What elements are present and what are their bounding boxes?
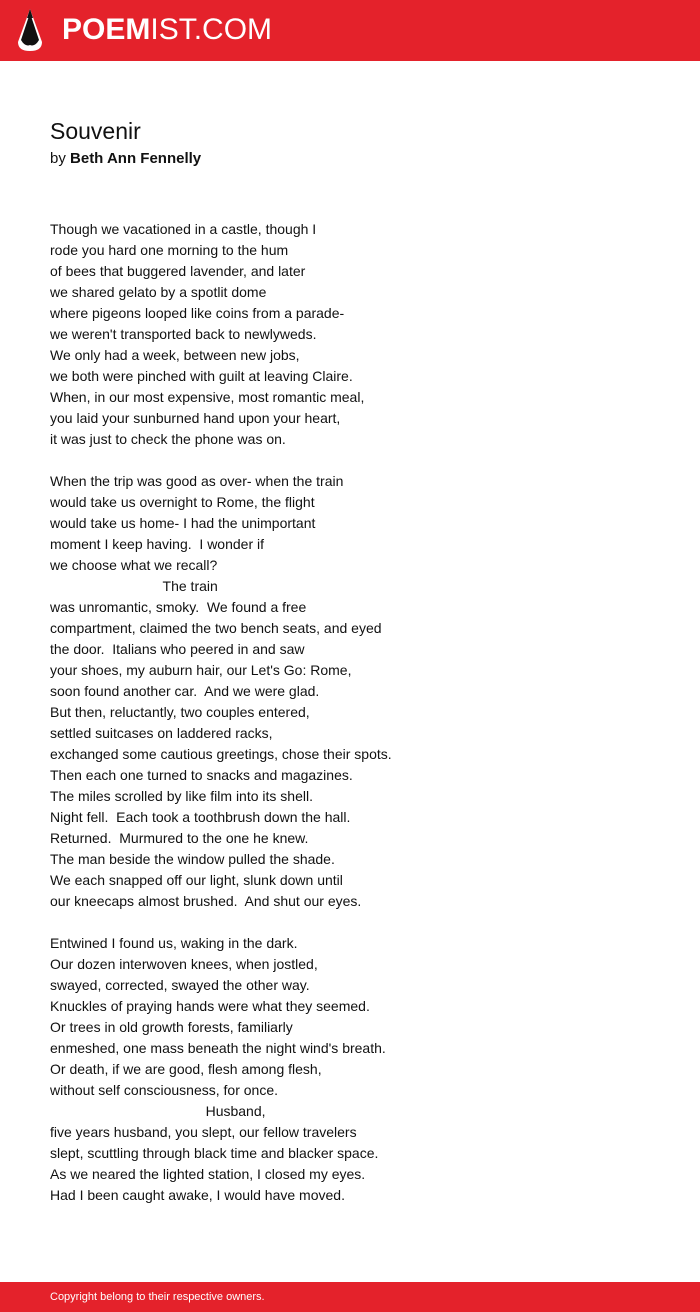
poem-line: it was just to check the phone was on. <box>50 431 286 447</box>
poem-line: we shared gelato by a spotlit dome <box>50 284 267 300</box>
poem-line: slept, scuttling through black time and blacker space. <box>50 1145 379 1161</box>
poem-line: we both were pinched with guilt at leaving Claire. <box>50 368 353 384</box>
poem-line: enmeshed, one mass beneath the night wind's breath. <box>50 1040 386 1056</box>
pencil-tip-icon[interactable] <box>17 9 43 51</box>
poem-line: rode you hard one morning to the hum <box>50 242 289 258</box>
poem-line: would take us home- I had the unimportant <box>50 515 316 531</box>
poem-line: Though we vacationed in a castle, though I <box>50 221 317 237</box>
poem-line: we choose what we recall? <box>50 557 218 573</box>
poem-line: swayed, corrected, swayed the other way. <box>50 977 310 993</box>
poem-line: When, in our most expensive, most romantic meal, <box>50 389 365 405</box>
logo-bold-text: POEM <box>62 13 151 46</box>
poem-line: where pigeons looped like coins from a parade- <box>50 305 345 321</box>
poem-line: The man beside the window pulled the shade. <box>50 851 335 867</box>
stanza-break <box>50 450 670 471</box>
poem-line: Our dozen interwoven knees, when jostled, <box>50 956 318 972</box>
poem-line: moment I keep having. I wonder if <box>50 536 264 552</box>
copyright-text: Copyright belong to their respective owners. <box>50 1291 265 1303</box>
poem-line: you laid your sunburned hand upon your heart, <box>50 410 341 426</box>
poem-line: The train <box>50 578 218 594</box>
poem-line: we weren't transported back to newlyweds. <box>50 326 317 342</box>
site-footer <box>0 1282 700 1312</box>
poem-line: As we neared the lighted station, I closed my eyes. <box>50 1166 366 1182</box>
poem-line: We each snapped off our light, slunk down until <box>50 872 343 888</box>
poem-line: of bees that buggered lavender, and later <box>50 263 306 279</box>
poem-body <box>50 219 670 1206</box>
poem-line: your shoes, my auburn hair, our Let's Go: Rome, <box>50 662 352 678</box>
poem-line: Knuckles of praying hands were what they seemed. <box>50 998 370 1014</box>
poem-line: our kneecaps almost brushed. And shut our eyes. <box>50 893 362 909</box>
poem-line: the door. Italians who peered in and saw <box>50 641 305 657</box>
by-label: by <box>50 150 66 167</box>
poem-line: would take us overnight to Rome, the flight <box>50 494 315 510</box>
poem-line: But then, reluctantly, two couples entered, <box>50 704 310 720</box>
poem-line: Night fell. Each took a toothbrush down the hall. <box>50 809 351 825</box>
poem-line: settled suitcases on laddered racks, <box>50 725 273 741</box>
poem-line: without self consciousness, for once. <box>50 1082 279 1098</box>
poem-line: Husband, <box>50 1103 266 1119</box>
stanza-break <box>50 912 670 933</box>
poem-line: exchanged some cautious greetings, chose their spots. <box>50 746 392 762</box>
poem-line: We only had a week, between new jobs, <box>50 347 300 363</box>
logo-light-text: IST.COM <box>150 13 273 46</box>
poem-line: compartment, claimed the two bench seats, and eyed <box>50 620 382 636</box>
poem-title: Souvenir <box>50 118 141 144</box>
author-name[interactable]: Beth Ann Fennelly <box>70 150 202 167</box>
poem-line: Then each one turned to snacks and magazines. <box>50 767 353 783</box>
poem-line: When the trip was good as over- when the train <box>50 473 344 489</box>
poem-line: soon found another car. And we were glad. <box>50 683 320 699</box>
poem-line: five years husband, you slept, our fellow travelers <box>50 1124 357 1140</box>
poem-line: Entwined I found us, waking in the dark. <box>50 935 298 951</box>
poem-line: The miles scrolled by like film into its shell. <box>50 788 313 804</box>
poem-line: was unromantic, smoky. We found a free <box>50 599 307 615</box>
poem-line: Had I been caught awake, I would have moved. <box>50 1187 345 1203</box>
poem-line: Returned. Murmured to the one he knew. <box>50 830 309 846</box>
poem-line: Or trees in old growth forests, familiarly <box>50 1019 293 1035</box>
site-header <box>0 0 700 61</box>
poem-line: Or death, if we are good, flesh among flesh, <box>50 1061 322 1077</box>
site-logo[interactable] <box>62 12 272 48</box>
poem-byline <box>50 148 201 170</box>
